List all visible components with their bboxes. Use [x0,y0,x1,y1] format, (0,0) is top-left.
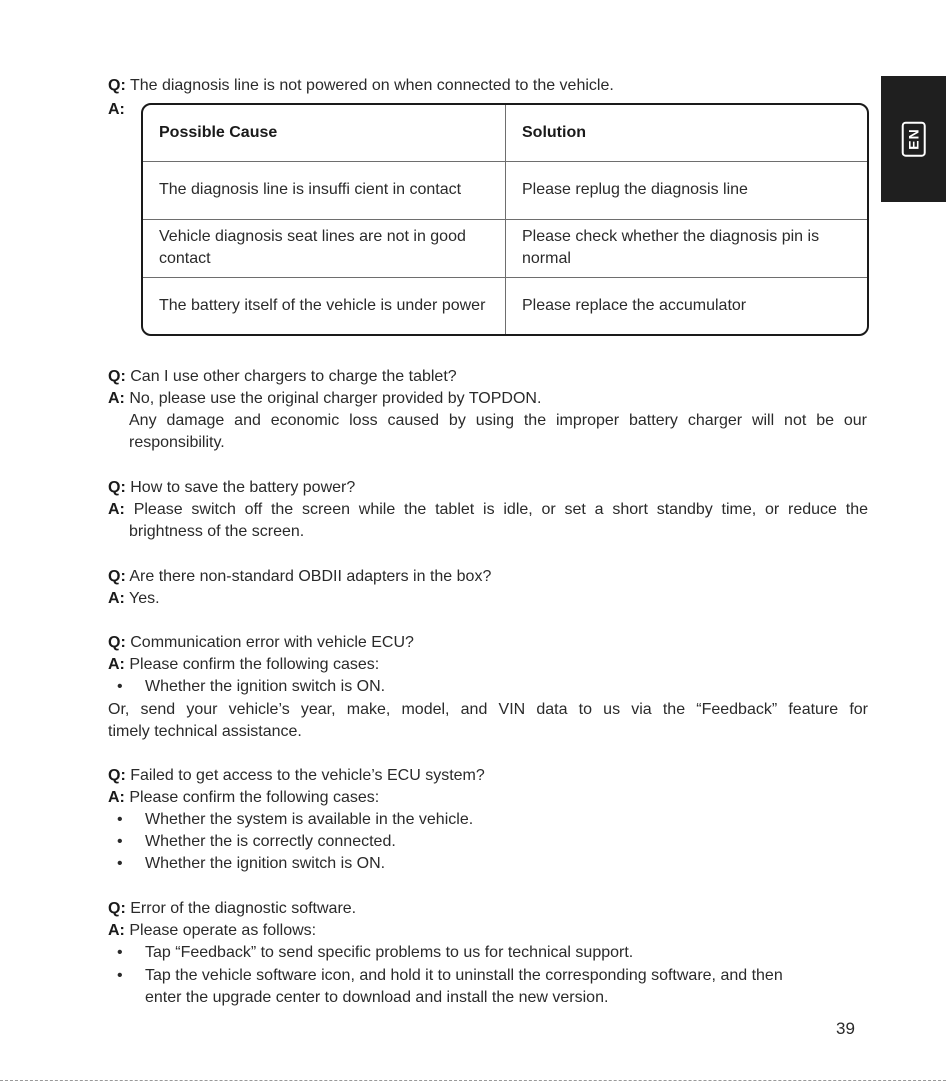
q-label: Q: [108,568,126,585]
list-item-text: Whether the system is available in the vehicle. [145,811,474,828]
footer-divider [0,1080,946,1081]
q-label: Q: [108,900,126,917]
list-item-text: Tap the vehicle software icon, and hold it to uninstall the corresponding software, and then [145,967,783,984]
list-item [117,853,385,875]
cause-cell: The battery itself of the vehicle is under power [143,277,506,334]
q-label: Q: [108,368,126,385]
faq4-question [108,566,491,588]
answer-text: Please confirm the following cases: [129,656,380,673]
faq5-note-continued: timely technical assistance. [108,723,302,740]
faq2-answer-continued: Any damage and economic loss caused by using the improper battery charger will not be our [129,412,867,429]
answer-text: No, please use the original charger provided by TOPDON. [129,390,542,407]
bullet-dot: • [117,944,123,961]
faq5-answer [108,654,379,676]
table-row [143,277,867,334]
cause-solution-table [141,103,869,336]
list-item [117,676,385,698]
faq4-answer [108,588,160,610]
faq7-question [108,898,356,920]
faq5-note: Or, send your vehicle’s year, make, model, and VIN data to us via the “Feedback” feature for [108,701,868,718]
faq7-answer [108,920,316,942]
question-text: Communication error with vehicle ECU? [130,634,414,651]
faq1-question [108,75,614,97]
list-item-text: Whether the ignition switch is ON. [145,678,386,695]
faq3-answer-continued: brightness of the screen. [129,523,305,540]
answer-text: Please operate as follows: [129,922,317,939]
cause-cell: The diagnosis line is insuffi cient in contact [143,161,506,219]
faq6-answer [108,787,379,809]
faq3-question [108,477,355,499]
list-item [117,831,396,853]
faq2-question [108,366,457,388]
bullet-dot: • [117,678,123,695]
question-text: How to save the battery power? [130,479,356,496]
a-label: A: [108,922,125,939]
faq2-answer-continued: responsibility. [129,434,225,451]
q-label: Q: [108,479,126,496]
table [143,105,867,334]
a-label: A: [108,101,125,118]
bullet-dot: • [117,833,123,850]
bullet-dot: • [117,967,123,984]
a-label: A: [108,390,125,407]
faq3-answer [108,499,868,521]
answer-text: Yes. [129,590,160,607]
q-label: Q: [108,767,126,784]
q-label: Q: [108,77,126,94]
list-item [117,809,473,831]
faq2-answer [108,388,541,410]
question-text: The diagnosis line is not powered on when connected to the vehicle. [129,77,614,94]
language-label: EN [901,121,925,156]
answer-text: Please confirm the following cases: [129,789,380,806]
a-label: A: [108,656,125,673]
header-possible-cause: Possible Cause [143,105,506,161]
table-header-row [143,105,867,161]
solution-cell: Please check whether the diagnosis pin is normal [506,219,868,277]
bullet-dot: • [117,855,123,872]
bullet-dot: • [117,811,123,828]
list-item-text: Whether the ignition switch is ON. [145,855,386,872]
q-label: Q: [108,634,126,651]
a-label: A: [108,590,125,607]
list-item-text: Whether the is correctly connected. [145,833,396,850]
faq6-question [108,765,485,787]
a-label: A: [108,789,125,806]
question-text: Failed to get access to the vehicle’s ECU system? [130,767,485,784]
solution-cell: Please replace the accumulator [506,277,868,334]
list-item-text: Tap “Feedback” to send specific problems to us for technical support. [145,944,634,961]
question-text: Are there non-standard OBDII adapters in the box? [129,568,492,585]
cause-cell: Vehicle diagnosis seat lines are not in good contact [143,219,506,277]
solution-cell: Please replug the diagnosis line [506,161,868,219]
table-row [143,161,867,219]
header-solution: Solution [506,105,868,161]
faq5-question [108,632,414,654]
language-tab [881,76,946,202]
faq1-answer-label [108,99,125,121]
page-number: 39 [836,1019,855,1038]
a-label: A: [108,501,125,518]
list-item [117,965,783,987]
list-item-continued: enter the upgrade center to download and install the new version. [145,989,609,1006]
answer-text: Please switch off the screen while the tablet is idle, or set a short standby time, or reduce the [133,501,868,518]
question-text: Error of the diagnostic software. [130,900,357,917]
question-text: Can I use other chargers to charge the tablet? [130,368,457,385]
list-item [117,942,633,964]
table-row [143,219,867,277]
